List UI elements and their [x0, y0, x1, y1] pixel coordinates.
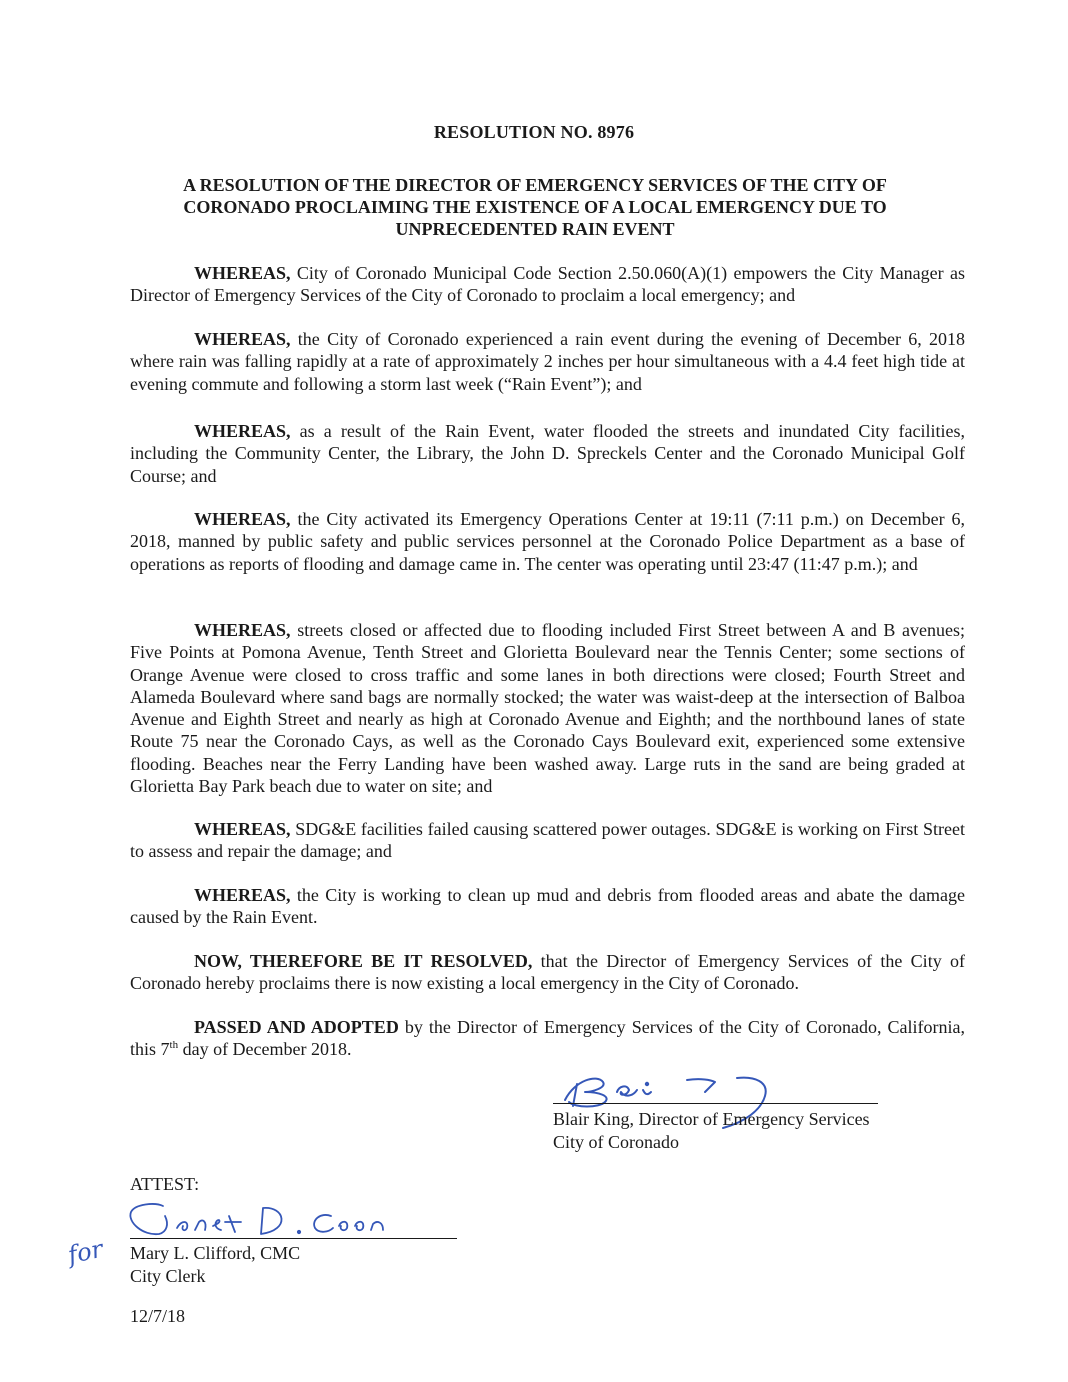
paragraph-lead: NOW, THEREFORE BE IT RESOLVED,	[194, 951, 533, 971]
adoption-lead: PASSED AND ADOPTED	[194, 1017, 399, 1037]
whereas-paragraph	[130, 508, 965, 575]
whereas-paragraph	[130, 884, 965, 929]
paragraph-lead: WHEREAS,	[194, 885, 291, 905]
whereas-paragraph	[130, 328, 965, 395]
paragraph-text: the City activated its Emergency Operations Center at 19:11 (7:11 p.m.) on December 6, 2018, manned by public safety and public services personnel at the Coronado Police Department as a base of operations as reports of flooding and damage came in. The center was operating until 23:47 (11:47 p.m.); and	[130, 509, 965, 574]
whereas-paragraph	[130, 619, 965, 797]
attest-label: ATTEST:	[130, 1174, 200, 1194]
paragraph-text: as a result of the Rain Event, water flooded the streets and inundated City facilities, including the Community Center, the Library, the John D. Spreckels Center and the Coronado Municipal Golf Course; and	[130, 421, 965, 486]
director-organization: City of Coronado	[553, 1132, 679, 1152]
paragraph-lead: WHEREAS,	[194, 329, 291, 349]
clerk-name-title: Mary L. Clifford, CMC	[130, 1243, 301, 1263]
resolution-title: A RESOLUTION OF THE DIRECTOR OF EMERGENCY SERVICES OF THE CITY OF CORONADO PROCLAIMING THE EXISTENCE OF A LOCAL EMERGENCY DUE TO UNPRECEDENTED RAIN EVENT	[183, 175, 887, 239]
adoption-text-end: day of December 2018.	[178, 1039, 352, 1060]
paragraph-text: that the Director of Emergency Services of the City of Coronado hereby proclaims there is now existing a local emergency in the City of Coronado.	[130, 951, 965, 994]
resolved-paragraph	[130, 950, 965, 995]
paragraph-lead: WHEREAS,	[194, 819, 291, 839]
ordinal-suffix: th	[169, 1039, 179, 1052]
whereas-paragraph	[130, 262, 965, 307]
resolution-number: RESOLUTION NO. 8976	[433, 122, 635, 142]
paragraph-lead: WHEREAS,	[194, 509, 291, 529]
paragraph-text: streets closed or affected due to flooding included First Street between A and B avenues; Five Points at Pomona Avenue, Tenth Street and Glorietta Boulevard near the Tennis Center; some sections of Orange Avenue were closed to cross traffic and some lanes in both directions were closed; Fourth Street and Alameda Boulevard where sand bags are normally stocked; the water was waist-deep at the intersection of Balboa Avenue and Eighth Street and nearly as high at Coronado Avenue and Eighth; and the northbound lanes of state Route 75 near the Coronado Cays, as well as the Coronado Cays Boulevard exit, experienced some extensive flooding. Beaches near the Ferry Landing have been washed away. Large ruts in the sand are being graded at Glorietta Bay Park beach due to water on site; and	[130, 620, 965, 797]
paragraph-text: the City of Coronado experienced a rain event during the evening of December 6, 2018 where rain was falling rapidly at a rate of approximately 2 inches per hour simultaneous with a 4.4 feet high tide at evening commute and following a storm last week (“Rain Event”); and	[130, 329, 965, 394]
adoption-paragraph	[130, 1016, 965, 1061]
clerk-signature-prefix: for	[65, 1234, 106, 1270]
paragraph-lead: WHEREAS,	[194, 620, 291, 640]
paragraph-text: SDG&E facilities failed causing scattered power outages. SDG&E is working on First Street to assess and repair the damage; and	[130, 819, 965, 862]
attest-date: 12/7/18	[130, 1306, 186, 1326]
clerk-signature-line	[130, 1238, 457, 1239]
clerk-role: City Clerk	[130, 1266, 206, 1286]
clerk-signature-image	[125, 1198, 405, 1248]
paragraph-text: City of Coronado Municipal Code Section 2.50.060(A)(1) empowers the City Manager as Director of Emergency Services of the City of Coronado to proclaim a local emergency; and	[130, 263, 965, 306]
paragraph-text: the City is working to clean up mud and debris from flooded areas and abate the damage caused by the Rain Event.	[130, 885, 965, 928]
whereas-paragraph	[130, 420, 965, 487]
director-name-title: Blair King, Director of Emergency Services	[553, 1109, 870, 1129]
paragraph-lead: WHEREAS,	[194, 421, 291, 441]
paragraph-lead: WHEREAS,	[194, 263, 291, 283]
whereas-paragraph	[130, 818, 965, 863]
adoption-text: by the Director of Emergency Services of the City of Coronado, California, this 7	[130, 1017, 965, 1060]
director-signature-line	[553, 1103, 878, 1104]
